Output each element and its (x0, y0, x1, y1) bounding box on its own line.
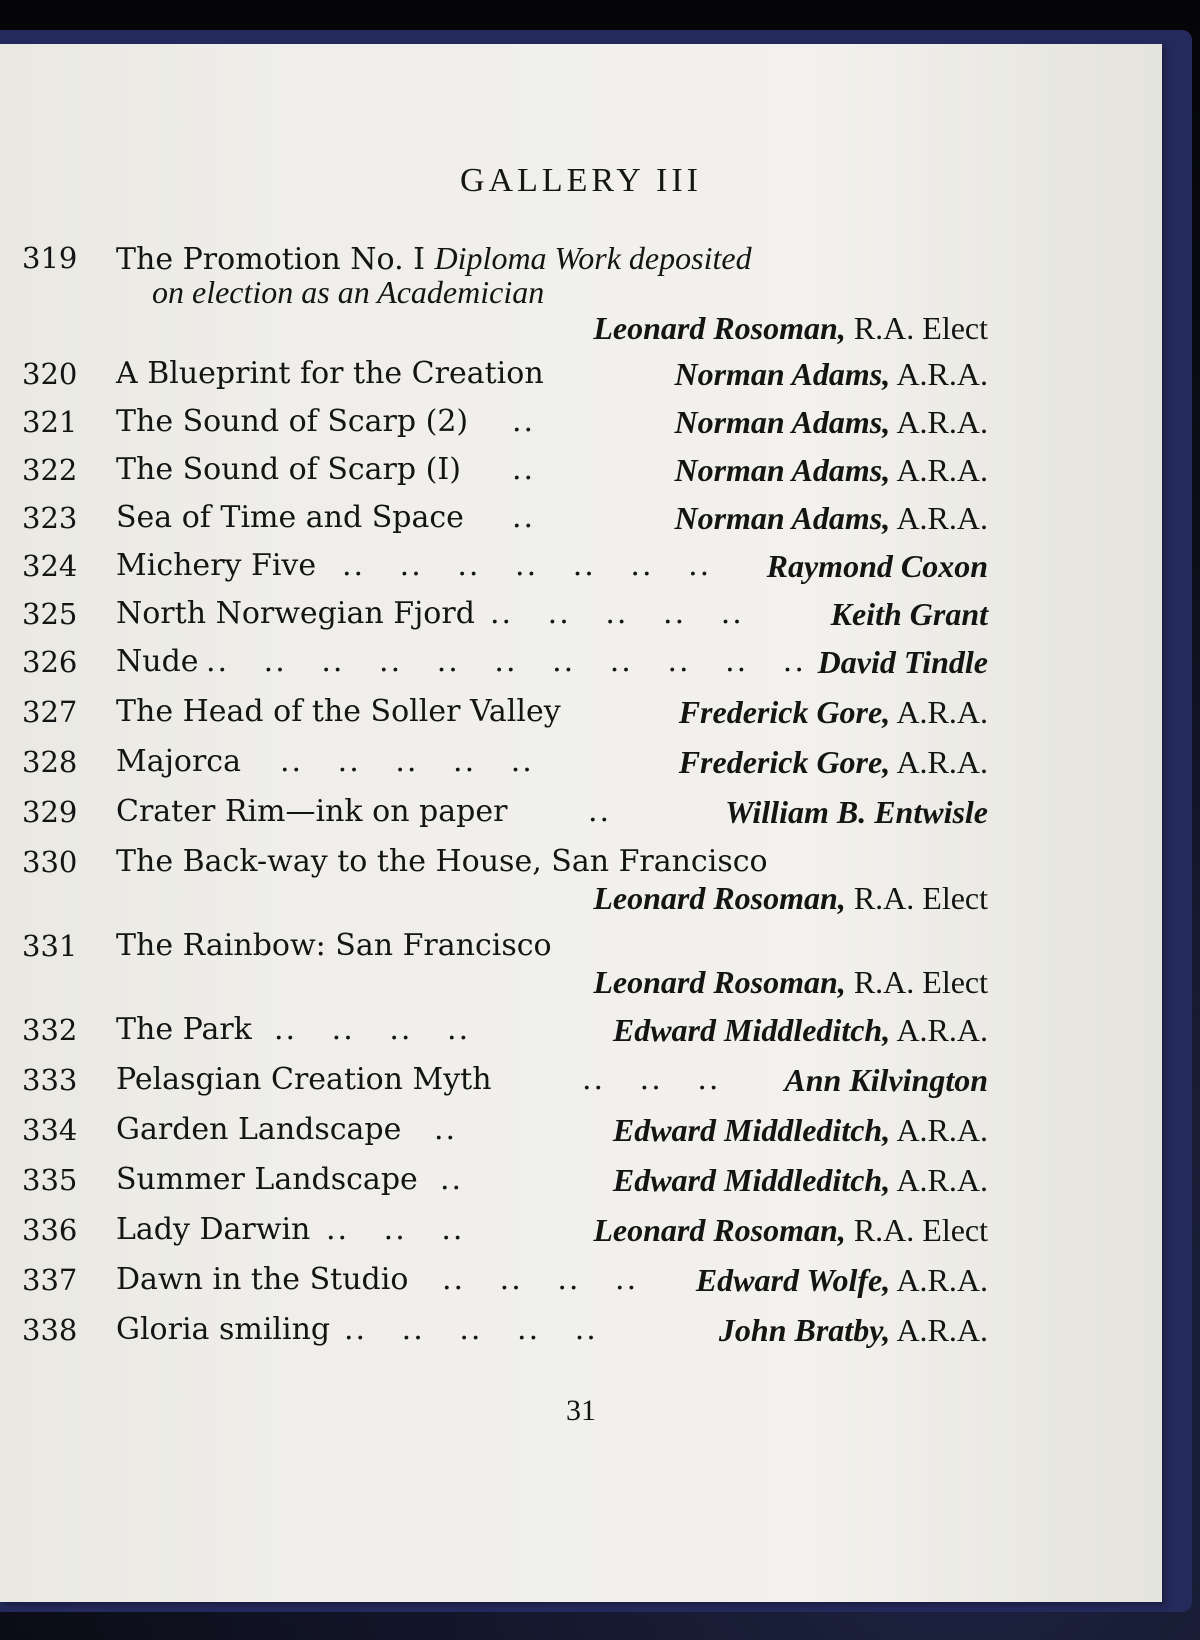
entry-number: 331 (22, 929, 78, 963)
entry-number: 328 (22, 745, 78, 779)
artist-name: Leonard Rosoman, (593, 880, 846, 916)
entry-artist (613, 1110, 988, 1150)
entry-number: 325 (22, 597, 78, 631)
entry-325 (22, 594, 988, 634)
artist-name: Leonard Rosoman, (593, 964, 846, 1000)
leader-dots: .. (440, 1162, 464, 1197)
artist-name: Ann Kilvington (784, 1062, 988, 1098)
artist-name: Keith Grant (830, 596, 988, 632)
artist-name: Edward Wolfe, (695, 1262, 891, 1298)
artist-name: Norman Adams, (674, 452, 891, 488)
entry-artist (696, 1260, 988, 1300)
entry-artist (719, 1310, 988, 1350)
entry-title: The Sound of Scarp (2) (116, 404, 469, 439)
entries-list (0, 44, 1162, 1602)
entry-title: Pelasgian Creation Myth (116, 1062, 492, 1097)
leader-dots: .. .. .. .. (442, 1262, 639, 1297)
entry-title: Nude (116, 644, 199, 679)
catalogue-page (0, 44, 1162, 1602)
artist-honour: A.R.A. (896, 1312, 988, 1348)
artist-name: Raymond Coxon (766, 548, 988, 584)
leader-dots: .. .. .. .. .. (344, 1312, 598, 1347)
entry-335 (22, 1160, 988, 1200)
entry-336 (22, 1210, 988, 1250)
leader-dots: .. .. .. .. .. .. .. .. .. .. .. (206, 644, 806, 679)
entry-332 (22, 1010, 988, 1050)
entry-326 (22, 642, 988, 682)
artist-name: Norman Adams, (674, 356, 891, 392)
leader-dots: .. .. .. .. .. (280, 744, 534, 779)
entry-321 (22, 402, 988, 442)
entry-artist (725, 792, 988, 832)
entry-number: 337 (22, 1263, 78, 1297)
entry-331 (22, 926, 988, 966)
entry-artist (831, 594, 988, 634)
entry-330-artist-line (22, 878, 988, 918)
entry-title: Summer Landscape (116, 1162, 418, 1197)
artist-honour: A.R.A. (896, 1012, 988, 1048)
artist-name: Edward Middleditch, (612, 1112, 891, 1148)
leader-dots: .. (512, 452, 536, 487)
leader-dots: .. .. .. .. (274, 1012, 471, 1047)
entry-number: 327 (22, 695, 78, 729)
entry-title: Dawn in the Studio (116, 1262, 409, 1297)
entry-number: 329 (22, 795, 78, 829)
leader-dots: .. .. .. (582, 1062, 721, 1097)
entry-title: Gloria smiling (116, 1312, 331, 1347)
entry-title: Garden Landscape (116, 1112, 402, 1147)
entry-title: The Rainbow: San Francisco (116, 928, 552, 963)
entry-title: Majorca (116, 744, 241, 779)
entry-artist (767, 546, 988, 586)
entry-title: Lady Darwin (116, 1212, 311, 1247)
entry-artist (613, 1160, 988, 1200)
entry-artist (674, 354, 988, 394)
entry-337 (22, 1260, 988, 1300)
entry-number: 319 (22, 241, 78, 275)
artist-honour: A.R.A. (896, 694, 988, 730)
entry-artist (674, 450, 988, 490)
entry-title-text: The Promotion No. I (116, 242, 425, 277)
entry-title: The Back-way to the House, San Francisco (116, 844, 768, 879)
artist-name: Frederick Gore, (678, 694, 891, 730)
leader-dots: .. (512, 500, 536, 535)
entry-number: 335 (22, 1163, 78, 1197)
entry-number: 326 (22, 645, 78, 679)
entry-number: 320 (22, 357, 78, 391)
entry-artist (818, 642, 988, 682)
artist-honour: A.R.A. (896, 1262, 988, 1298)
leader-dots: .. (434, 1112, 458, 1147)
entry-322 (22, 450, 988, 490)
entry-title: The Park (116, 1012, 252, 1047)
artist-name: Leonard Rosoman, (593, 310, 846, 346)
entry-327 (22, 692, 988, 732)
leader-dots: .. .. .. .. .. .. .. (342, 548, 712, 583)
entry-title: Crater Rim—ink on paper (116, 794, 508, 829)
page-number: 31 (566, 1394, 596, 1427)
entry-323 (22, 498, 988, 538)
entry-artist (784, 1060, 988, 1100)
artist-name: Frederick Gore, (678, 744, 891, 780)
entry-title: Michery Five (116, 548, 317, 583)
entry-artist (593, 1210, 988, 1250)
artist-name: Norman Adams, (674, 500, 891, 536)
leader-dots: .. (588, 794, 612, 829)
artist-name: John Bratby, (718, 1312, 891, 1348)
leader-dots: .. (512, 404, 536, 439)
artist-honour: A.R.A. (896, 452, 988, 488)
artist-honour: A.R.A. (896, 1112, 988, 1148)
entry-320 (22, 354, 988, 394)
entry-330 (22, 842, 988, 882)
artist-name: Edward Middleditch, (612, 1162, 891, 1198)
leader-dots: .. .. .. .. .. (490, 596, 744, 631)
entry-title-note: Diploma Work deposited (434, 240, 752, 276)
entry-title: North Norwegian Fjord (116, 596, 475, 631)
entry-title: A Blueprint for the Creation (116, 356, 544, 391)
artist-honour: R.A. Elect (853, 964, 988, 1000)
artist-honour: A.R.A. (896, 744, 988, 780)
entry-338 (22, 1310, 988, 1350)
gallery-title: GALLERY III (460, 162, 702, 199)
entry-artist (674, 498, 988, 538)
entry-331-artist-line (22, 962, 988, 1002)
entry-artist (613, 1010, 988, 1050)
artist-name: Norman Adams, (674, 404, 891, 440)
entry-number: 324 (22, 549, 78, 583)
entry-artist (679, 742, 988, 782)
artist-name: William B. Entwisle (725, 794, 988, 830)
artist-name: David Tindle (817, 644, 988, 680)
entry-328 (22, 742, 988, 782)
entry-319-continuation: on election as an Academician (152, 274, 545, 310)
entry-title: Sea of Time and Space (116, 500, 464, 535)
entry-number: 336 (22, 1213, 78, 1247)
artist-honour: A.R.A. (896, 356, 988, 392)
entry-number: 332 (22, 1013, 78, 1047)
entry-artist (674, 402, 988, 442)
entry-number: 322 (22, 453, 78, 487)
entry-number: 330 (22, 845, 78, 879)
artist-honour: R.A. Elect (853, 310, 988, 346)
entry-334 (22, 1110, 988, 1150)
artist-name: Edward Middleditch, (612, 1012, 891, 1048)
leader-dots: .. .. .. (326, 1212, 465, 1247)
entry-number: 334 (22, 1113, 78, 1147)
entry-title: The Head of the Soller Valley (116, 694, 561, 729)
artist-honour: R.A. Elect (853, 880, 988, 916)
entry-329 (22, 792, 988, 832)
entry-number: 323 (22, 501, 78, 535)
artist-honour: A.R.A. (896, 404, 988, 440)
entry-324 (22, 546, 988, 586)
entry-artist (679, 692, 988, 732)
entry-number: 338 (22, 1313, 78, 1347)
entry-number: 333 (22, 1063, 78, 1097)
entry-title: The Sound of Scarp (I) (116, 452, 461, 487)
entry-333 (22, 1060, 988, 1100)
artist-honour: A.R.A. (896, 1162, 988, 1198)
entry-319-artist-line (22, 308, 988, 348)
artist-name: Leonard Rosoman, (593, 1212, 846, 1248)
artist-honour: A.R.A. (896, 500, 988, 536)
artist-honour: R.A. Elect (853, 1212, 988, 1248)
entry-number: 321 (22, 405, 78, 439)
